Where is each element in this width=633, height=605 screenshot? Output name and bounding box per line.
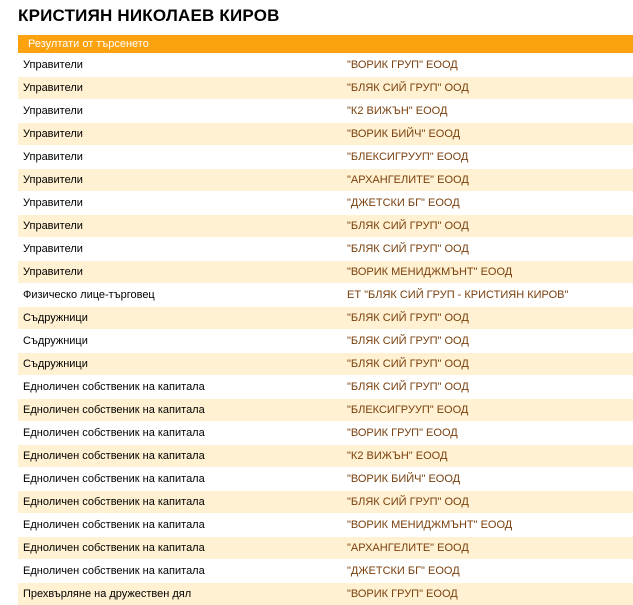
table-row — [18, 445, 633, 467]
table-row — [18, 468, 633, 490]
company-link[interactable]: ЕТ "БЛЯК СИЙ ГРУП - КРИСТИЯН КИРОВ" — [347, 289, 569, 301]
row-role: Управители — [23, 243, 83, 255]
row-role: Едноличен собственик на капитала — [23, 427, 205, 439]
row-role: Управители — [23, 174, 83, 186]
company-link[interactable]: "БЛЯК СИЙ ГРУП" ООД — [347, 82, 469, 94]
company-link[interactable]: "К2 ВИЖЪН" ЕООД — [347, 450, 448, 462]
table-row — [18, 215, 633, 237]
table-row — [18, 192, 633, 214]
table-row — [18, 54, 633, 76]
table-row — [18, 100, 633, 122]
table-row — [18, 353, 633, 375]
company-link[interactable]: "АРХАНГЕЛИТЕ" ЕООД — [347, 542, 469, 554]
row-role: Едноличен собственик на капитала — [23, 496, 205, 508]
company-link[interactable]: "К2 ВИЖЪН" ЕООД — [347, 105, 448, 117]
row-role: Управители — [23, 105, 83, 117]
table-row — [18, 583, 633, 605]
row-role: Едноличен собственик на капитала — [23, 565, 205, 577]
row-role: Управители — [23, 266, 83, 278]
row-role: Управители — [23, 82, 83, 94]
table-row — [18, 284, 633, 306]
row-role: Съдружници — [23, 358, 88, 370]
row-role: Прехвърляне на дружествен дял — [23, 588, 192, 600]
row-role: Управители — [23, 197, 83, 209]
company-link[interactable]: "БЛЯК СИЙ ГРУП" ООД — [347, 220, 469, 232]
results-header: Резултати от търсенето — [18, 35, 633, 53]
row-role: Управители — [23, 59, 83, 71]
company-link[interactable]: "БЛЯК СИЙ ГРУП" ООД — [347, 243, 469, 255]
table-row — [18, 491, 633, 513]
table-row — [18, 422, 633, 444]
table-row — [18, 330, 633, 352]
company-link[interactable]: "БЛЯК СИЙ ГРУП" ООД — [347, 335, 469, 347]
person-name-title: КРИСТИЯН НИКОЛАЕВ КИРОВ — [18, 6, 280, 25]
company-link[interactable]: "ВОРИК ГРУП" ЕООД — [347, 427, 458, 439]
table-row — [18, 399, 633, 421]
table-row — [18, 123, 633, 145]
row-role: Управители — [23, 220, 83, 232]
company-link[interactable]: "БЛЕКСИГРУУП" ЕООД — [347, 151, 469, 163]
row-role: Съдружници — [23, 312, 88, 324]
table-row — [18, 169, 633, 191]
results-rows — [18, 54, 633, 605]
company-link[interactable]: "ДЖЕТСКИ БГ" ЕООД — [347, 565, 460, 577]
table-row — [18, 514, 633, 536]
row-role: Физическо лице-търговец — [23, 289, 155, 301]
row-role: Управители — [23, 151, 83, 163]
row-role: Едноличен собственик на капитала — [23, 542, 205, 554]
row-role: Едноличен собственик на капитала — [23, 450, 205, 462]
table-row — [18, 376, 633, 398]
table-row — [18, 261, 633, 283]
table-row — [18, 307, 633, 329]
company-link[interactable]: "БЛЯК СИЙ ГРУП" ООД — [347, 381, 469, 393]
company-link[interactable]: "ВОРИК БИЙЧ" ЕООД — [347, 128, 461, 140]
row-role: Едноличен собственик на капитала — [23, 473, 205, 485]
table-row — [18, 537, 633, 559]
row-role: Едноличен собственик на капитала — [23, 519, 205, 531]
table-row — [18, 560, 633, 582]
row-role: Управители — [23, 128, 83, 140]
company-link[interactable]: "ДЖЕТСКИ БГ" ЕООД — [347, 197, 460, 209]
table-row — [18, 238, 633, 260]
company-link[interactable]: "БЛЕКСИГРУУП" ЕООД — [347, 404, 469, 416]
company-link[interactable]: "АРХАНГЕЛИТЕ" ЕООД — [347, 174, 469, 186]
row-role: Съдружници — [23, 335, 88, 347]
company-link[interactable]: "БЛЯК СИЙ ГРУП" ООД — [347, 358, 469, 370]
company-link[interactable]: "БЛЯК СИЙ ГРУП" ООД — [347, 312, 469, 324]
company-link[interactable]: "ВОРИК ГРУП" ЕООД — [347, 59, 458, 71]
row-role: Едноличен собственик на капитала — [23, 404, 205, 416]
company-link[interactable]: "БЛЯК СИЙ ГРУП" ООД — [347, 496, 469, 508]
company-link[interactable]: "ВОРИК ГРУП" ЕООД — [347, 588, 458, 600]
row-role: Едноличен собственик на капитала — [23, 381, 205, 393]
company-link[interactable]: "ВОРИК МЕНИДЖМЪНТ" ЕООД — [347, 519, 513, 531]
table-row — [18, 77, 633, 99]
company-link[interactable]: "ВОРИК БИЙЧ" ЕООД — [347, 473, 461, 485]
table-row — [18, 146, 633, 168]
results-table — [18, 35, 633, 605]
company-link[interactable]: "ВОРИК МЕНИДЖМЪНТ" ЕООД — [347, 266, 513, 278]
